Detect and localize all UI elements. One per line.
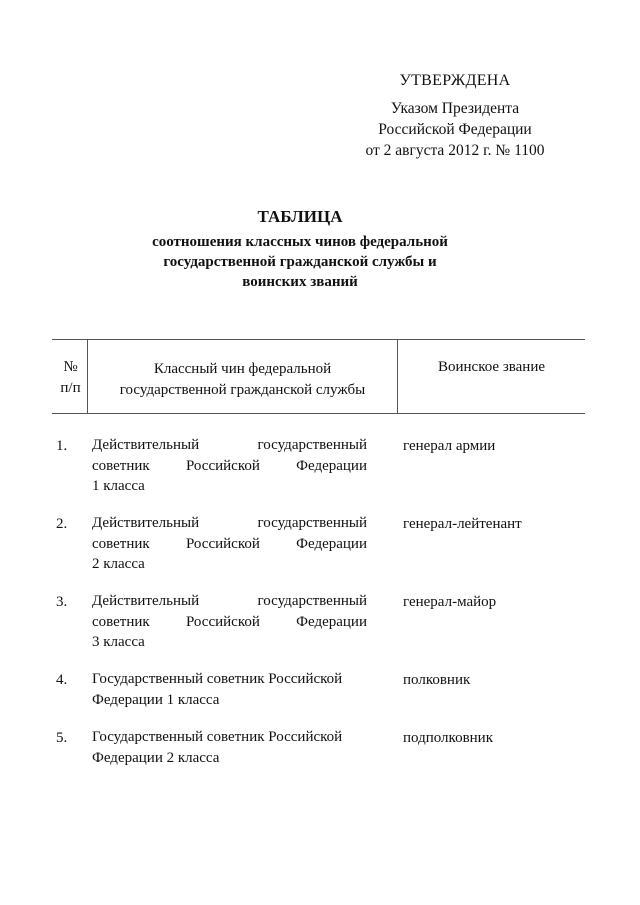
row-2-rank-tail: 2 класса <box>92 556 145 572</box>
row-1-rank <box>92 435 367 497</box>
approval-line-2: Российской Федерации <box>378 121 532 138</box>
header-num-line-2: п/п <box>60 380 81 396</box>
row-1-num: 1. <box>56 438 68 454</box>
header-num <box>54 357 87 399</box>
row-4-military: полковник <box>403 672 471 688</box>
header-military: Воинское звание <box>437 359 545 375</box>
document-title: ТАБЛИЦА <box>257 207 343 226</box>
table-top-rule <box>52 339 585 340</box>
header-rank-line-1: Классный чин федеральной <box>153 361 332 377</box>
row-5-rank: Государственный советник Российской Федерации 2 класса <box>92 729 343 766</box>
row-2-rank-main: Действительный государственный советник Российской Федерации <box>92 515 367 552</box>
approval-block <box>355 70 555 161</box>
row-2-num: 2. <box>56 516 68 532</box>
document-subtitle: соотношения классных чинов федеральной государственной гражданской службы и воинских званий <box>152 234 448 290</box>
header-rank <box>88 359 397 401</box>
document-heading <box>100 206 500 292</box>
approval-stamp: УТВЕРЖДЕНА <box>399 72 511 89</box>
table-header-bottom-rule <box>52 413 585 414</box>
approval-line-1: Указом Президента <box>390 100 520 117</box>
row-5-military: подполковник <box>403 730 493 746</box>
row-3-military: генерал-майор <box>403 594 497 610</box>
row-1-rank-tail: 1 класса <box>92 478 145 494</box>
row-4-num: 4. <box>56 672 68 688</box>
row-1-rank-main: Действительный государственный советник Российской Федерации <box>92 437 367 474</box>
row-3-rank <box>92 591 367 653</box>
row-2-rank <box>92 513 367 575</box>
row-3-num: 3. <box>56 594 68 610</box>
row-2-military: генерал-лейтенант <box>403 516 522 532</box>
row-5-num: 5. <box>56 730 68 746</box>
approval-line-3: от 2 августа 2012 г. № 1100 <box>365 142 545 159</box>
header-rank-line-2: государственной гражданской службы <box>119 382 366 398</box>
row-3-rank-tail: 3 класса <box>92 634 145 650</box>
header-num-line-1: № <box>63 359 78 375</box>
row-4-rank: Государственный советник Российской Федерации 1 класса <box>92 671 343 708</box>
row-1-military: генерал армии <box>403 438 496 454</box>
row-3-rank-main: Действительный государственный советник Российской Федерации <box>92 593 367 630</box>
